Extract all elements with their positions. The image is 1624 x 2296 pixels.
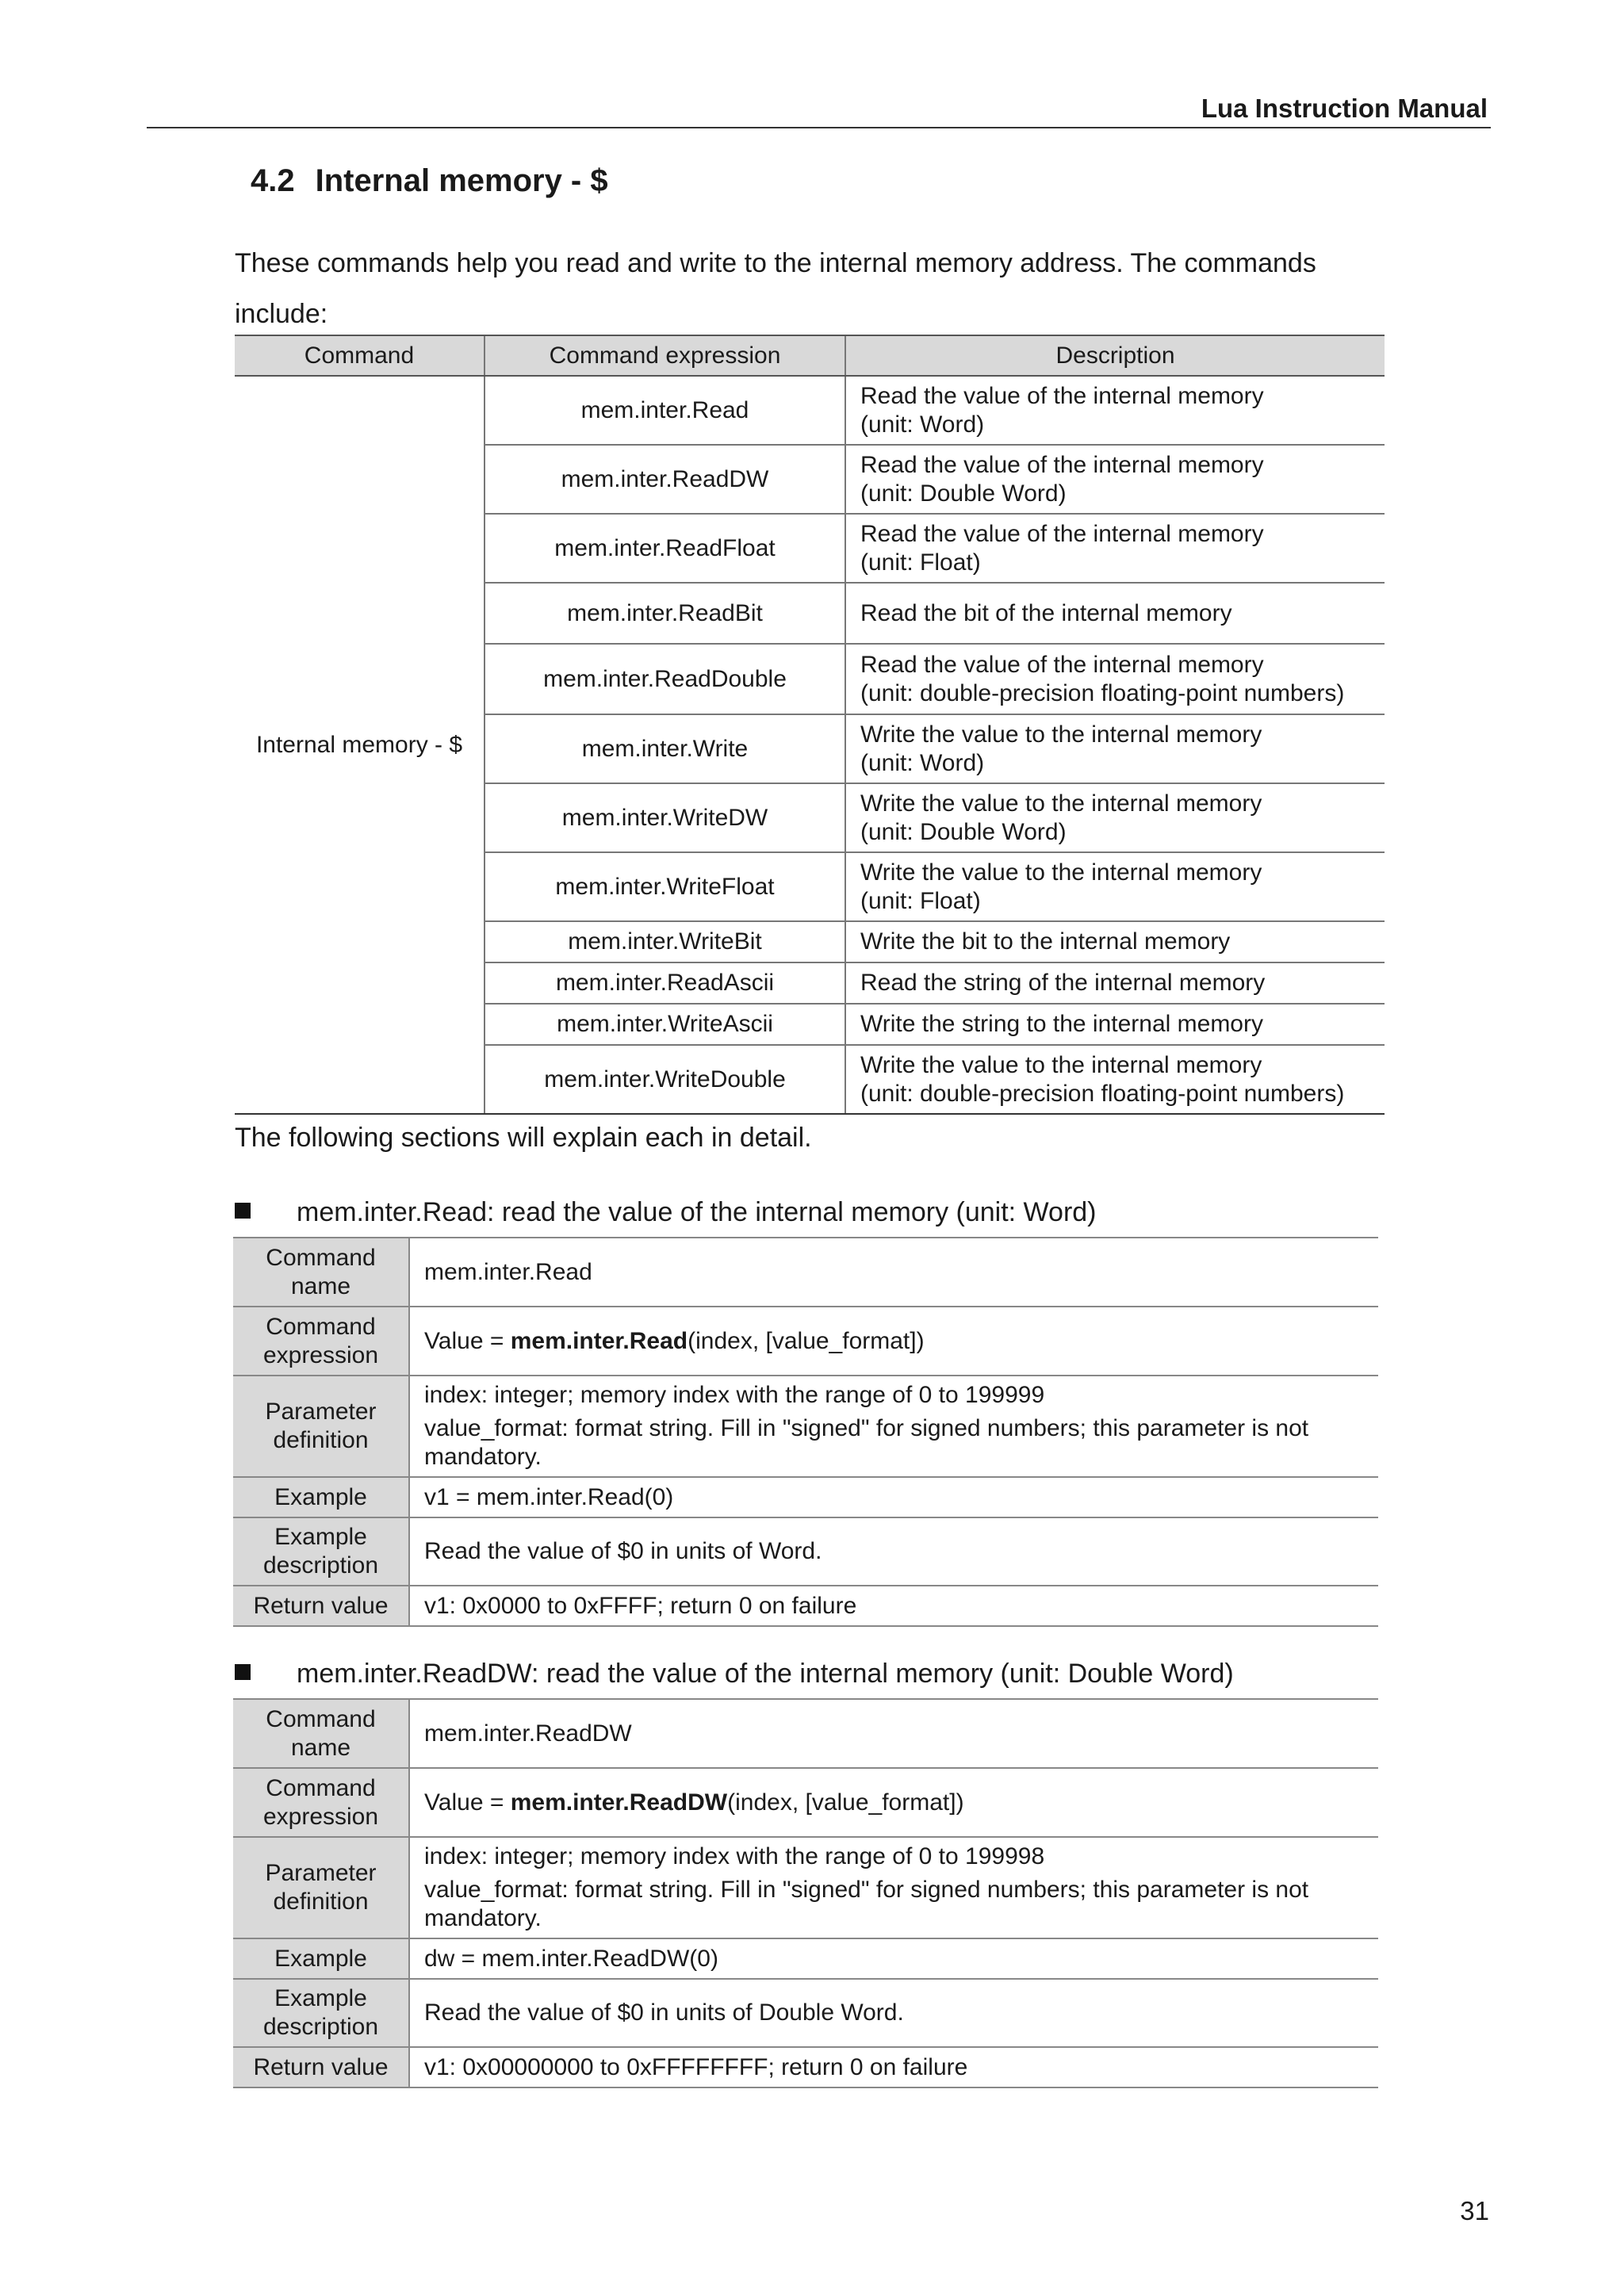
table-row xyxy=(233,1768,1378,1837)
detail-title-text: mem.inter.ReadDW: read the value of the internal memory (unit: Double Word) xyxy=(297,1659,1234,1689)
row-label: Parameter definition xyxy=(233,1376,409,1477)
row-label: Command name xyxy=(233,1238,409,1307)
column-header-command: Command xyxy=(235,335,485,376)
description-cell: Write the value to the internal memory (unit: Word) xyxy=(845,714,1385,783)
expression-cell: mem.inter.WriteAscii xyxy=(485,1004,845,1045)
expression-cell: mem.inter.ReadDW xyxy=(485,445,845,514)
expression-cell: mem.inter.ReadBit xyxy=(485,583,845,644)
table-row xyxy=(233,1699,1378,1768)
description-cell: Read the value of the internal memory (unit: Word) xyxy=(845,376,1385,445)
row-label: Command name xyxy=(233,1699,409,1768)
details-intro-text: The following sections will explain each in detail. xyxy=(235,1123,812,1153)
row-label: Command expression xyxy=(233,1768,409,1837)
row-label: Example description xyxy=(233,1979,409,2047)
parameter-definition-value: index: integer; memory index with the range of 0 to 199999 value_format: format string. Fill in "signed" for signed numbers; this parameter is not mandatory. xyxy=(409,1376,1378,1477)
command-name-value: mem.inter.ReadDW xyxy=(409,1699,1378,1768)
description-cell: Write the bit to the internal memory xyxy=(845,921,1385,962)
description-cell: Read the string of the internal memory xyxy=(845,962,1385,1004)
expression-cell: mem.inter.Write xyxy=(485,714,845,783)
description-cell: Read the bit of the internal memory xyxy=(845,583,1385,644)
column-header-expression: Command expression xyxy=(485,335,845,376)
command-expression-value: Value = mem.inter.ReadDW(index, [value_format]) xyxy=(409,1768,1378,1837)
table-row xyxy=(233,2047,1378,2087)
description-cell: Write the value to the internal memory (unit: Float) xyxy=(845,852,1385,921)
table-row xyxy=(233,1477,1378,1517)
expression-cell: mem.inter.ReadDouble xyxy=(485,644,845,714)
table-row xyxy=(235,376,1385,445)
expression-cell: mem.inter.WriteFloat xyxy=(485,852,845,921)
expression-cell: mem.inter.ReadFloat xyxy=(485,514,845,583)
section-heading xyxy=(251,163,608,199)
detail-title-text: mem.inter.Read: read the value of the internal memory (unit: Word) xyxy=(297,1197,1097,1227)
command-detail-table xyxy=(233,1237,1378,1627)
example-value: v1 = mem.inter.Read(0) xyxy=(409,1477,1378,1517)
column-header-description: Description xyxy=(845,335,1385,376)
table-header-row xyxy=(235,335,1385,376)
table-row xyxy=(233,1938,1378,1979)
row-label: Return value xyxy=(233,1586,409,1626)
section-title: Internal memory - $ xyxy=(315,163,608,198)
expression-cell: mem.inter.ReadAscii xyxy=(485,962,845,1004)
row-label: Example description xyxy=(233,1517,409,1586)
description-cell: Read the value of the internal memory (unit: Float) xyxy=(845,514,1385,583)
page-number: 31 xyxy=(1460,2196,1489,2225)
section-number: 4.2 xyxy=(251,163,295,198)
detail-title xyxy=(235,1659,1234,1689)
expression-cell: mem.inter.Read xyxy=(485,376,845,445)
command-name-value: mem.inter.Read xyxy=(409,1238,1378,1307)
expression-cell: mem.inter.WriteDouble xyxy=(485,1045,845,1114)
command-expression-value: Value = mem.inter.Read(index, [value_format]) xyxy=(409,1307,1378,1376)
manual-title: Lua Instruction Manual xyxy=(1201,94,1488,123)
command-detail-table xyxy=(233,1698,1378,2088)
command-cell: Internal memory - $ xyxy=(235,376,485,1114)
row-label: Command expression xyxy=(233,1307,409,1376)
example-description-value: Read the value of $0 in units of Double Word. xyxy=(409,1979,1378,2047)
page-header xyxy=(147,89,1491,128)
row-label: Parameter definition xyxy=(233,1837,409,1938)
table-row xyxy=(233,1979,1378,2047)
return-value: v1: 0x0000 to 0xFFFF; return 0 on failure xyxy=(409,1586,1378,1626)
example-value: dw = mem.inter.ReadDW(0) xyxy=(409,1938,1378,1979)
parameter-definition-value: index: integer; memory index with the range of 0 to 199998 value_format: format string. Fill in "signed" for signed numbers; this parameter is not mandatory. xyxy=(409,1837,1378,1938)
table-row xyxy=(233,1517,1378,1586)
description-cell: Write the string to the internal memory xyxy=(845,1004,1385,1045)
square-bullet-icon xyxy=(235,1203,251,1219)
expression-cell: mem.inter.WriteDW xyxy=(485,783,845,852)
detail-title xyxy=(235,1197,1097,1228)
example-description-value: Read the value of $0 in units of Word. xyxy=(409,1517,1378,1586)
return-value: v1: 0x00000000 to 0xFFFFFFFF; return 0 on failure xyxy=(409,2047,1378,2087)
table-row xyxy=(233,1238,1378,1307)
command-overview-table xyxy=(235,335,1385,1115)
table-row xyxy=(233,1307,1378,1376)
row-label: Example xyxy=(233,1938,409,1979)
description-cell: Read the value of the internal memory (unit: double-precision floating-point numbers) xyxy=(845,644,1385,714)
expression-cell: mem.inter.WriteBit xyxy=(485,921,845,962)
row-label: Return value xyxy=(233,2047,409,2087)
description-cell: Read the value of the internal memory (unit: Double Word) xyxy=(845,445,1385,514)
intro-paragraph: These commands help you read and write to the internal memory address. The commands include: xyxy=(235,248,1316,329)
row-label: Example xyxy=(233,1477,409,1517)
description-cell: Write the value to the internal memory (unit: Double Word) xyxy=(845,783,1385,852)
table-row xyxy=(233,1376,1378,1477)
description-cell: Write the value to the internal memory (unit: double-precision floating-point numbers) xyxy=(845,1045,1385,1114)
table-row xyxy=(233,1837,1378,1938)
square-bullet-icon xyxy=(235,1664,251,1680)
table-row xyxy=(233,1586,1378,1626)
